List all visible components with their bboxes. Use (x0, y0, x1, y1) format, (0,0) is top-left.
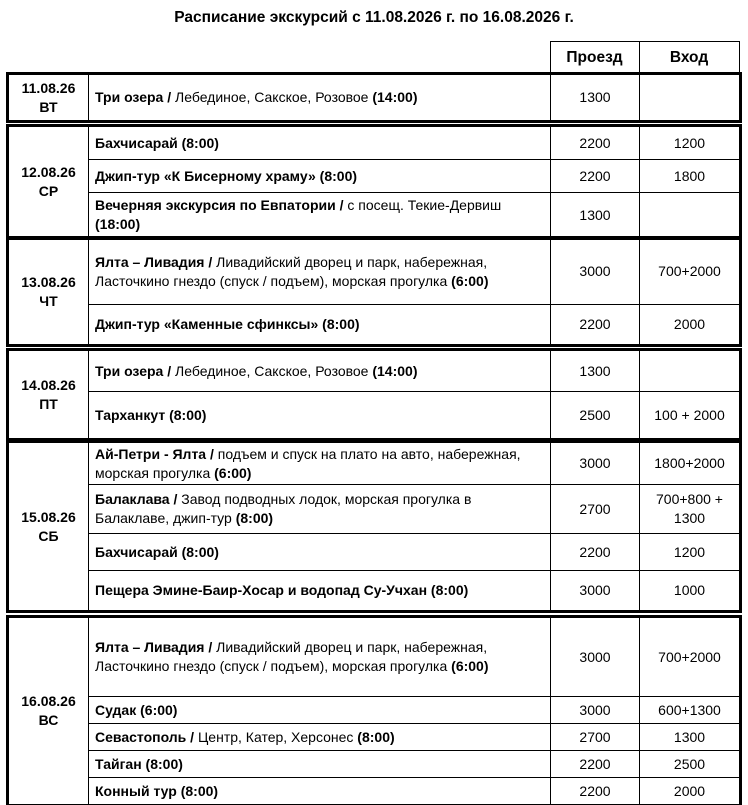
tour-time: (8:00) (165, 406, 207, 423)
travel-price: 1300 (551, 193, 640, 238)
entry-price: 2000 (640, 305, 740, 345)
tour-name: Ялта – Ливадия (95, 639, 205, 655)
tour-description (89, 443, 551, 485)
day-weekday: СБ (38, 527, 59, 544)
entry-price: 2500 (640, 751, 740, 778)
entry-price: 1200 (640, 534, 740, 571)
day-group (8, 617, 740, 805)
tour-description (89, 305, 551, 345)
tour-name: Тарханкут (95, 406, 166, 423)
entry-price: 700+800 + 1300 (640, 485, 740, 534)
tour-name: Бахчисарай (95, 134, 178, 151)
table-row (9, 751, 740, 778)
entry-price (640, 193, 740, 238)
tour-name: Джип-тур «К Бисерному храму» (95, 167, 316, 184)
tour-description (89, 485, 551, 534)
column-header (8, 41, 740, 74)
tour-details: Завод подводных лодок, морская прогулка в Балаклаве, джип-тур (95, 491, 472, 526)
tour-description (89, 534, 551, 571)
entry-price: 1800 (640, 160, 740, 193)
tour-name: Судак (95, 701, 137, 718)
tour-separator: / (163, 89, 176, 105)
tour-description (89, 193, 551, 238)
day-weekday: ВС (38, 712, 59, 728)
day-weekday: ВТ (39, 98, 58, 115)
day-date: 13.08.26 (21, 273, 76, 290)
tour-time: (18:00) (95, 216, 141, 232)
tour-time: (8:00) (427, 582, 469, 598)
tour-description (89, 351, 551, 392)
tour-time: (14:00) (368, 362, 418, 379)
tour-name: Ялта – Ливадия (95, 253, 205, 270)
travel-price: 2200 (551, 778, 640, 805)
tour-name: Конный тур (95, 782, 177, 799)
tour-name: Бахчисарай (95, 543, 178, 560)
tour-name: Вечерняя экскурсия по Евпатории (95, 197, 336, 213)
table-row (9, 239, 740, 305)
day-group (8, 238, 740, 345)
day-weekday: СР (38, 183, 59, 199)
tour-details: Центр, Катер, Херсонес (197, 728, 354, 745)
tour-name: Три озера (95, 89, 164, 105)
travel-price: 2200 (551, 534, 640, 571)
tour-description (89, 751, 551, 778)
tour-separator: / (169, 491, 182, 507)
day-date: 11.08.26 (21, 79, 76, 96)
tour-name: Джип-тур «Каменные сфинксы» (95, 316, 319, 332)
table-row (9, 724, 740, 751)
travel-price: 2700 (551, 485, 640, 534)
entry-price: 1000 (640, 571, 740, 611)
column-travel: Проезд (550, 42, 639, 74)
tour-description (89, 571, 551, 611)
tour-description (89, 127, 551, 160)
table-row (9, 618, 740, 697)
column-entry: Вход (639, 42, 739, 74)
travel-price: 2700 (551, 724, 640, 751)
tour-time: (8:00) (177, 543, 219, 560)
day-cell (9, 618, 89, 805)
tour-separator: / (204, 639, 217, 655)
table-row (9, 697, 740, 724)
day-group (8, 126, 740, 238)
tour-time: (8:00) (231, 510, 274, 526)
tour-details: Лебединое, Сакское, Розовое (175, 89, 369, 105)
table-row (9, 534, 740, 571)
day-cell (9, 127, 89, 238)
tour-time: (8:00) (318, 316, 360, 332)
tour-description (89, 618, 551, 697)
day-date: 16.08.26 (21, 693, 76, 709)
tour-description (89, 778, 551, 805)
travel-price: 2500 (551, 392, 640, 439)
tour-details: подъем и спуск на плато на авто, набережная, морская прогулка (95, 445, 521, 481)
tour-name: Ай-Петри - Ялта (95, 445, 207, 462)
tour-separator: / (206, 445, 218, 462)
header-spacer (88, 42, 550, 74)
table-row (9, 778, 740, 805)
entry-price: 2000 (640, 778, 740, 805)
tour-description (89, 392, 551, 439)
day-date: 14.08.26 (21, 376, 76, 393)
tour-time: (6:00) (210, 464, 252, 481)
day-weekday: ЧТ (39, 292, 58, 309)
entry-price: 700+2000 (640, 618, 740, 697)
table-row (9, 351, 740, 392)
travel-price: 2200 (551, 751, 640, 778)
tour-name: Севастополь (95, 728, 187, 745)
table-row (9, 305, 740, 345)
day-cell (9, 351, 89, 439)
table-row (9, 443, 740, 485)
day-cell (9, 75, 89, 121)
tour-name: Пещера Эмине-Баир-Хосар и водопад Су-Учхан (95, 582, 428, 598)
table-row (9, 160, 740, 193)
table-row (9, 392, 740, 439)
tour-details: Ливадийский дворец и парк, набережная, Ласточкино гнездо (спуск / подъем), морская прогулка (95, 253, 488, 289)
table-row (9, 75, 740, 121)
tour-separator: / (204, 253, 217, 270)
entry-price: 600+1300 (640, 697, 740, 724)
tour-description (89, 75, 551, 121)
entry-price: 1800+2000 (640, 443, 740, 485)
tour-time: (6:00) (447, 658, 489, 674)
day-date: 12.08.26 (21, 164, 76, 180)
tour-name: Балаклава (95, 491, 170, 507)
travel-price: 2200 (551, 127, 640, 160)
entry-price (640, 351, 740, 392)
travel-price: 1300 (551, 351, 640, 392)
tour-separator: / (186, 728, 198, 745)
tour-time: (8:00) (141, 755, 183, 772)
day-group (8, 350, 740, 439)
tour-description (89, 239, 551, 305)
day-group (8, 442, 740, 611)
header-spacer (8, 42, 88, 74)
table-row (9, 127, 740, 160)
entry-price (640, 75, 740, 121)
travel-price: 3000 (551, 571, 640, 611)
table-row (9, 193, 740, 238)
tour-separator: / (163, 362, 176, 379)
tour-name: Тайган (95, 755, 142, 772)
entry-price: 1300 (640, 724, 740, 751)
tour-separator: / (335, 197, 348, 213)
tour-time: (8:00) (177, 134, 219, 151)
tour-time: (8:00) (315, 167, 358, 184)
travel-price: 3000 (551, 697, 640, 724)
tour-time: (8:00) (176, 782, 219, 799)
tour-details: Ливадийский дворец и парк, набережная, Ласточкино гнездо (спуск / подъем), морская прогулка (95, 639, 488, 674)
entry-price: 700+2000 (640, 239, 740, 305)
travel-price: 3000 (551, 239, 640, 305)
tour-description (89, 697, 551, 724)
entry-price: 1200 (640, 127, 740, 160)
travel-price: 1300 (551, 75, 640, 121)
tour-details: Лебединое, Сакское, Розовое (175, 362, 369, 379)
table-row (9, 485, 740, 534)
day-cell (9, 443, 89, 611)
travel-price: 2200 (551, 305, 640, 345)
tour-time: (6:00) (447, 272, 489, 289)
travel-price: 3000 (551, 443, 640, 485)
tour-details: с посещ. Текие-Дервиш (347, 197, 502, 213)
table-row (9, 571, 740, 611)
page-title: Расписание экскурсий с 11.08.2026 г. по 16.08.2026 г. (174, 9, 574, 26)
tour-description (89, 724, 551, 751)
travel-price: 2200 (551, 160, 640, 193)
entry-price: 100 + 2000 (640, 392, 740, 439)
tour-time: (14:00) (368, 89, 418, 105)
day-cell (9, 239, 89, 345)
travel-price: 3000 (551, 618, 640, 697)
tour-description (89, 160, 551, 193)
day-date: 15.08.26 (21, 508, 76, 525)
day-weekday: ПТ (39, 395, 58, 412)
tour-name: Три озера (95, 362, 164, 379)
tour-time: (6:00) (136, 701, 178, 718)
tour-time: (8:00) (353, 728, 395, 745)
day-group (8, 74, 740, 121)
